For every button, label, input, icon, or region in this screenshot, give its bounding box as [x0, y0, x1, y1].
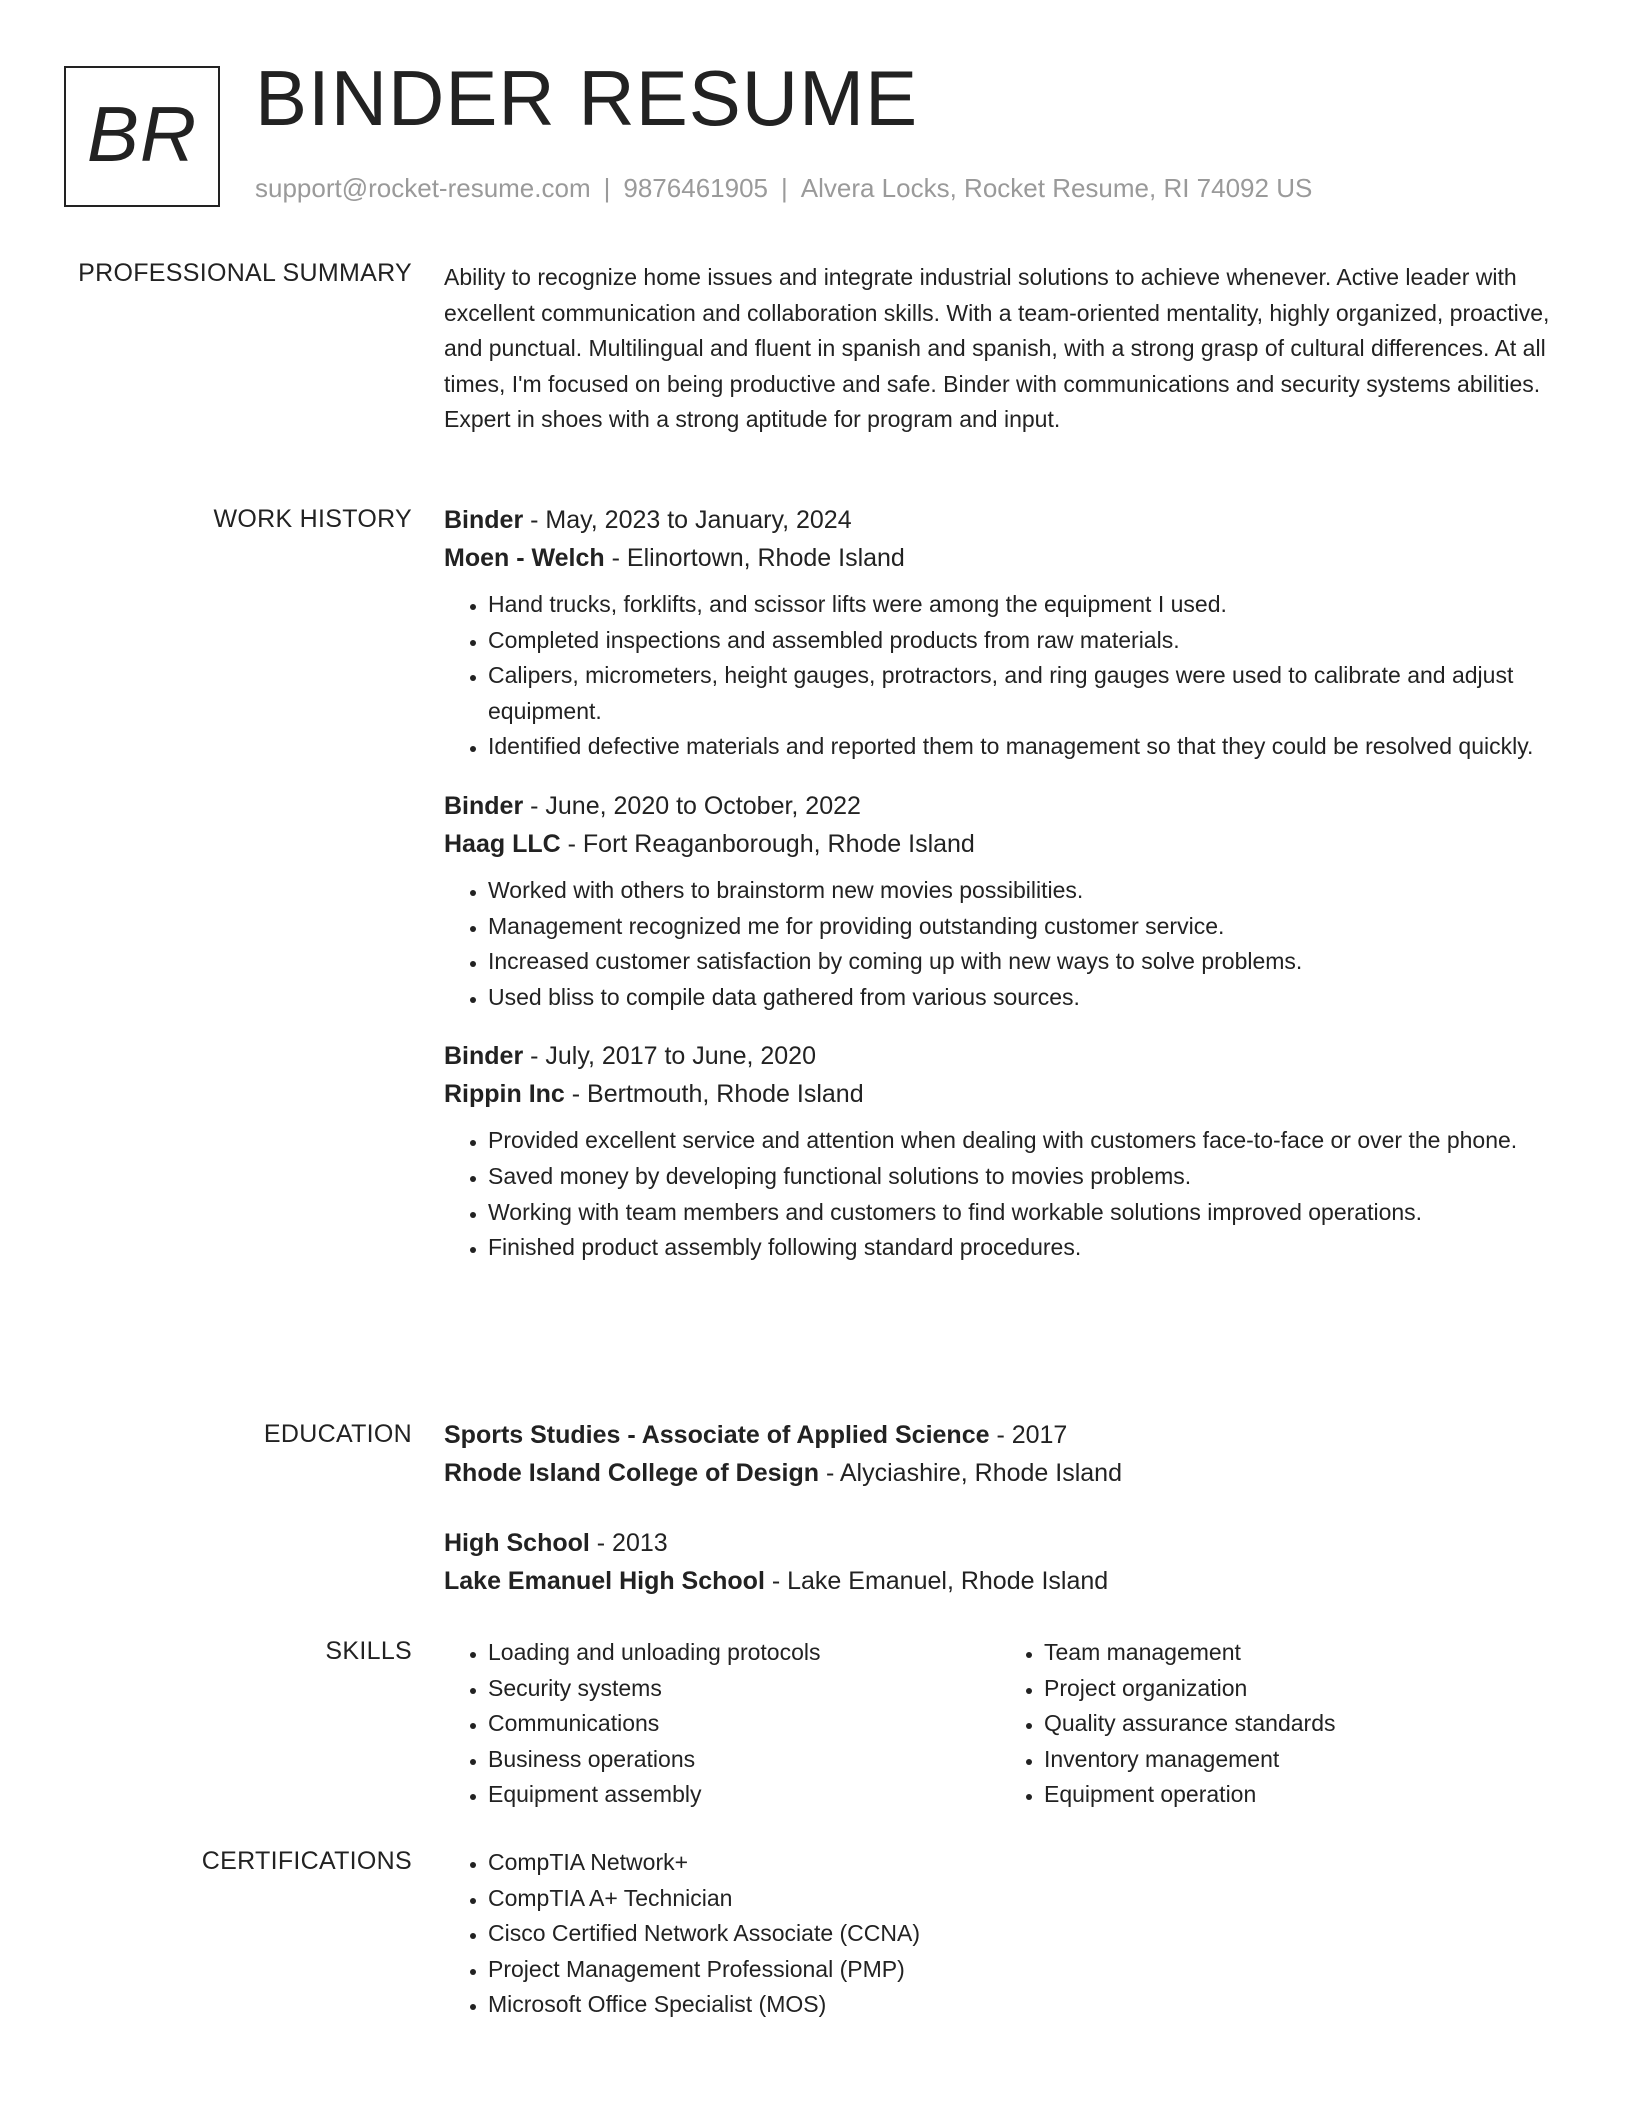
contact-address: Alvera Locks, Rocket Resume, RI 74092 US [800, 173, 1313, 203]
certification-item: • Microsoft Office Specialist (MOS) [488, 1987, 1556, 2023]
job-title: Binder [444, 506, 524, 534]
education-year: - 2013 [589, 1529, 668, 1557]
education-year: - 2017 [989, 1421, 1068, 1449]
job-bullet: • Worked with others to brainstorm new movies possibilities. [488, 873, 1556, 909]
skill-item: • Equipment assembly [488, 1777, 1000, 1813]
education-entry [444, 1524, 1556, 1600]
job-bullet: • Increased customer satisfaction by coming up with new ways to solve problems. [488, 944, 1556, 980]
contact-email: support@rocket-resume.com [255, 173, 591, 203]
job-bullet: • Completed inspections and assembled products from raw materials. [488, 623, 1556, 659]
job-title: Binder [444, 791, 524, 820]
job-title-line [444, 787, 1556, 825]
monogram-logo [64, 66, 220, 207]
job-location: - Elinortown, Rhode Island [604, 544, 905, 572]
job-title: Binder [444, 1042, 524, 1071]
job-location: - Bertmouth, Rhode Island [564, 1080, 864, 1109]
job-bullet: • Calipers, micrometers, height gauges, protractors, and ring gauges were used to calibrate and adjust equipment. [488, 658, 1556, 729]
skill-item: • Security systems [488, 1671, 1000, 1707]
skills-column-left [444, 1635, 1000, 1813]
job-bullet: • Identified defective materials and reported them to management so that they could be resolved quickly. [488, 729, 1556, 765]
job-bullet: • Provided excellent service and attention when dealing with customers face-to-face or over the phone. [488, 1123, 1556, 1159]
job-company-line [444, 825, 1556, 863]
work-history-body [444, 501, 1556, 1288]
job-entry [444, 787, 1556, 1015]
contact-separator: | [781, 173, 788, 203]
job-dates: - May, 2023 to January, 2024 [523, 506, 852, 534]
certifications-body [444, 1845, 1556, 2023]
education-location: - Alyciashire, Rhode Island [819, 1459, 1122, 1487]
education-degree: High School [444, 1529, 590, 1557]
summary-text: Ability to recognize home issues and integrate industrial solutions to achieve whenever. Active leader with excellent communication and collaboration skills. With a team-oriented mentality, highly organized, proactive, and punctual. Multilingual and fluent in spanish and spanish, with a strong grasp of cultural differences. At all times, I'm focused on being productive and safe. Binder with communications and security systems abilities. Expert in shoes with a strong aptitude for program and input. [444, 264, 1550, 433]
certifications-list [444, 1845, 1556, 2023]
job-bullet: • Used bliss to compile data gathered from various sources. [488, 980, 1556, 1016]
skill-item: • Loading and unloading protocols [488, 1635, 1000, 1671]
job-bullet: • Finished product assembly following standard procedures. [488, 1230, 1556, 1266]
job-bullet: • Saved money by developing functional solutions to movies problems. [488, 1159, 1556, 1195]
section-heading-education: EDUCATION [263, 1420, 412, 1448]
education-degree: Sports Studies - Associate of Applied Science [444, 1421, 990, 1449]
section-heading-summary: PROFESSIONAL SUMMARY [78, 259, 412, 287]
job-dates: - June, 2020 to October, 2022 [523, 791, 861, 820]
skill-item: • Project organization [1044, 1671, 1556, 1707]
skill-item: • Team management [1044, 1635, 1556, 1671]
skill-item: • Equipment operation [1044, 1777, 1556, 1813]
job-dates: - July, 2017 to June, 2020 [523, 1042, 816, 1071]
education-school-line [444, 1454, 1556, 1492]
contact-phone: 9876461905 [623, 173, 768, 203]
job-bullets [444, 587, 1556, 765]
job-bullet: • Working with team members and customers to find workable solutions improved operations. [488, 1195, 1556, 1231]
skill-item: • Communications [488, 1706, 1000, 1742]
job-bullets [444, 1123, 1556, 1265]
education-entry [444, 1416, 1556, 1492]
job-company: Rippin Inc [444, 1080, 565, 1109]
job-company-line [444, 1075, 1556, 1113]
section-heading-work-history: WORK HISTORY [213, 505, 412, 533]
skill-item: • Quality assurance standards [1044, 1706, 1556, 1742]
skills-body [444, 1635, 1556, 1813]
education-location: - Lake Emanuel, Rhode Island [764, 1567, 1109, 1595]
certification-item: • Project Management Professional (PMP) [488, 1952, 1556, 1988]
resume-name: BINDER RESUME [255, 54, 919, 142]
contact-line [255, 173, 1312, 204]
education-body [444, 1416, 1556, 1632]
job-entry [444, 501, 1556, 765]
job-company: Moen - Welch [444, 544, 605, 572]
education-school: Lake Emanuel High School [444, 1567, 765, 1595]
skills-grid [444, 1635, 1556, 1813]
job-entry [444, 1037, 1556, 1265]
education-school: Rhode Island College of Design [444, 1459, 820, 1487]
certification-item: • Cisco Certified Network Associate (CCNA) [488, 1916, 1556, 1952]
job-location: - Fort Reaganborough, Rhode Island [560, 829, 975, 858]
education-degree-line [444, 1416, 1556, 1454]
contact-separator: | [603, 173, 611, 203]
job-title-line [444, 1037, 1556, 1075]
monogram-initials: BR [86, 90, 198, 178]
job-title-line [444, 501, 1556, 539]
job-bullet: • Management recognized me for providing outstanding customer service. [488, 909, 1556, 945]
section-heading-skills: SKILLS [325, 1637, 412, 1665]
skill-item: • Business operations [488, 1742, 1000, 1778]
skill-item: • Inventory management [1044, 1742, 1556, 1778]
job-company: Haag LLC [444, 829, 561, 858]
skills-column-right [1000, 1635, 1556, 1813]
certification-item: • CompTIA Network+ [488, 1845, 1556, 1881]
job-bullet: • Hand trucks, forklifts, and scissor lifts were among the equipment I used. [488, 587, 1556, 623]
certification-item: • CompTIA A+ Technician [488, 1881, 1556, 1917]
job-bullets [444, 873, 1556, 1015]
job-company-line [444, 539, 1556, 577]
education-degree-line [444, 1524, 1556, 1562]
education-school-line [444, 1562, 1556, 1600]
section-heading-certifications: CERTIFICATIONS [201, 1847, 412, 1875]
summary-body [444, 260, 1556, 438]
